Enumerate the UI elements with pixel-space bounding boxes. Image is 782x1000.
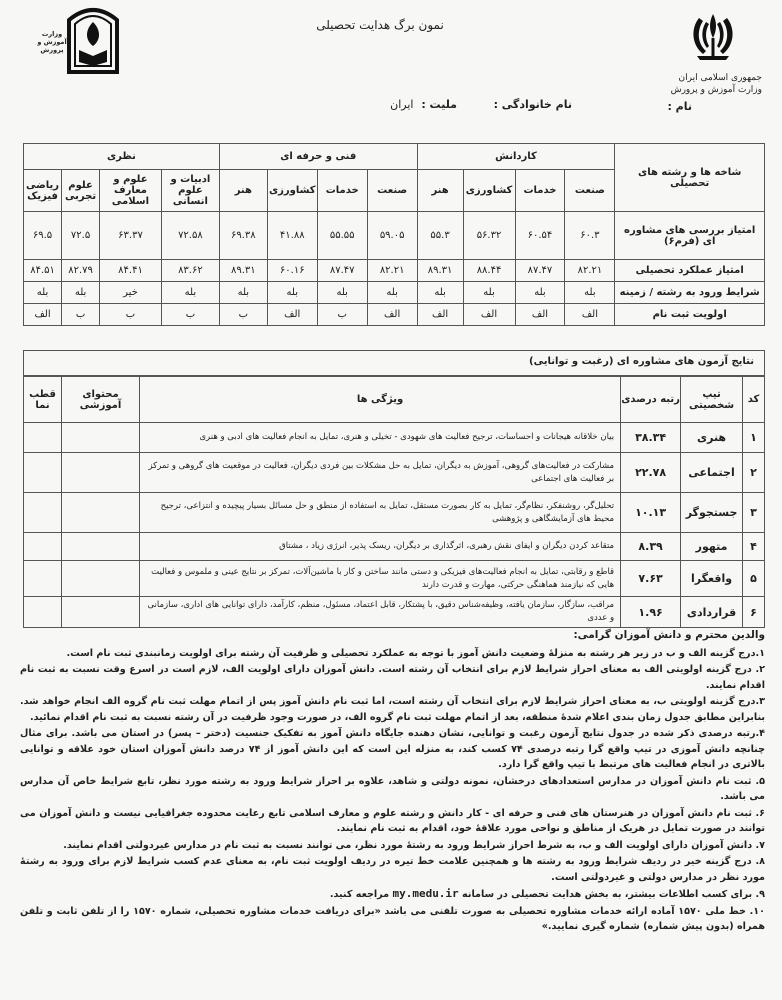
- score-cell: ۸۹.۳۱: [219, 260, 267, 282]
- note-item: ۲. درج گزینه اولویتی الف به معنای احراز شرایط لازم برای انتخاب آن رشته است. دانش آموزان دارای اولویت الف، لازم است در اسرع وقت نسبت به ثبت نام اقدام نمایند.: [20, 664, 765, 691]
- score-cell: ۸۲.۲۱: [565, 260, 615, 282]
- traits-cell: مشارکت در فعالیت‌های گروهی، آموزش به دیگران، تمایل به حل مشکلات بین فردی دیگران، فعالیت در موقعیت های گروهی و تمرکز بر فعالیت های اجتماعی: [139, 453, 620, 493]
- notes-intro: والدین محترم و دانش آموزان گرامی:: [573, 629, 765, 641]
- note-item: ۱.درج گزینه الف و ب در زیر هر رشته به منزلهٔ وضعیت دانش آموز با توجه به عملکرد تحصیلی و ظرفیت آن رشته برای اولویت زمانبندی ثبت نام است.: [66, 647, 765, 659]
- priority-cell: الف: [24, 304, 62, 326]
- content-cell: [62, 423, 140, 453]
- table-row: [24, 260, 765, 282]
- pole-cell: [24, 597, 62, 628]
- score-cell: ۶۰.۱۶: [267, 260, 317, 282]
- field-header: کشاورزی: [267, 170, 317, 212]
- table-row: [24, 597, 765, 628]
- field-header: علوم و معارف اسلامی: [100, 170, 162, 212]
- content-cell: [62, 561, 140, 597]
- notes-section: [20, 628, 765, 936]
- scores-table: [23, 143, 765, 326]
- medu-site-link[interactable]: my.medu.ir: [392, 887, 459, 900]
- row-label: امتیاز بررسی های مشاوره ای (فرم۶): [615, 212, 765, 260]
- table-row: [24, 493, 765, 533]
- traits-cell: تحلیل‌گر، روشنفکر، نظام‌گر، تمایل به کار بصورت مستقل، تمایل به استفاده از منطق و حل مسائل بسیار پیچیده و انتزاعی، ترجیح محیط های آزمایشگاهی و پژوهشی: [139, 493, 620, 533]
- rank-cell: ۱۰.۱۳: [621, 493, 681, 533]
- note-item: ۵. ثبت نام دانش آموزان در مدارس استعدادهای درخشان، نمونه دولتی و شاهد، علاوه بر احراز شرایط ورود به رشته مورد نظر، تابع شرایط خاص آن مدارس می باشد.: [20, 775, 765, 802]
- score-cell: ۸۲.۲۱: [367, 260, 417, 282]
- field-header: کشاورزی: [463, 170, 515, 212]
- name-label: نام :: [667, 100, 692, 113]
- table-row: [24, 212, 765, 260]
- row-label: امتیاز عملکرد تحصیلی: [615, 260, 765, 282]
- score-cell: ۴۱.۸۸: [267, 212, 317, 260]
- condition-cell: بله: [417, 282, 463, 304]
- rank-cell: ۲۲.۷۸: [621, 453, 681, 493]
- type-cell: جستجوگر: [681, 493, 743, 533]
- group-header: فنی و حرفه ای: [219, 144, 417, 170]
- note-item: ۸. درج گزینه خیر در ردیف شرایط ورود به رشته ها و همچنین علامت خط تیره در ردیف اولویت ثبت نام، به معنای عدم کسب شرایط لازم برای ورود به رشتهٔ مورد نظر در مدارس دولتی و غیردولتی است.: [20, 856, 765, 883]
- score-cell: ۸۷.۴۷: [515, 260, 565, 282]
- priority-cell: ب: [219, 304, 267, 326]
- pole-cell: [24, 493, 62, 533]
- condition-cell: بله: [317, 282, 367, 304]
- corner-header: شاخه ها و رشته های تحصیلی: [615, 144, 765, 212]
- nationality-label: ملیت :: [421, 98, 457, 111]
- priority-cell: الف: [515, 304, 565, 326]
- col-rank: رتبه درصدی: [621, 377, 681, 423]
- field-header: ریاضی فیزیک: [24, 170, 62, 212]
- type-cell: قراردادی: [681, 597, 743, 628]
- priority-cell: الف: [417, 304, 463, 326]
- score-cell: ۵۵.۳: [417, 212, 463, 260]
- col-type: تیپ شخصیتی: [681, 377, 743, 423]
- code-cell: ۴: [743, 533, 765, 561]
- group-header: نظری: [24, 144, 220, 170]
- score-cell: ۵۵.۵۵: [317, 212, 367, 260]
- logo-text: وزارت آموزش و پرورش: [37, 30, 67, 54]
- field-header: ادبیات و علوم انسانی: [161, 170, 219, 212]
- type-cell: متهور: [681, 533, 743, 561]
- score-cell: ۸۲.۷۹: [62, 260, 100, 282]
- rank-cell: ۳۸.۳۴: [621, 423, 681, 453]
- priority-cell: ب: [317, 304, 367, 326]
- score-cell: ۶۰.۳: [565, 212, 615, 260]
- field-header: هنر: [417, 170, 463, 212]
- book-shield-logo-icon: [65, 6, 121, 76]
- priority-cell: الف: [463, 304, 515, 326]
- note-item: ۳.درج گزینه اولویتی ب، به معنای احراز شرایط لازم برای انتخاب آن رشته است، اما ثبت نام دانش آموز پس از اتمام مهلت ثبت نام گروه الف انجام خواهد شد. بنابراین مطابق جدول زمان بندی اعلام شدهٔ منطقه، بعد از اتمام مهلت ثبت نام گروه الف، در صورت وجود ظرفیت در آن رشته نسبت به ثبت نام اقدام نمائید.: [20, 696, 765, 723]
- col-traits: ویژگی ها: [139, 377, 620, 423]
- traits-cell: مراقب، سازگار، سازمان یافته، وظیفه‌شناس دقیق، با پشتکار، قابل اعتماد، مسئول، منظم، کارآمد، دارای توانایی های اداری، سازمانی و عددی: [139, 597, 620, 628]
- field-header: صنعت: [367, 170, 417, 212]
- condition-cell: بله: [219, 282, 267, 304]
- score-cell: ۵۹.۰۵: [367, 212, 417, 260]
- family-label: نام خانوادگی :: [493, 98, 572, 111]
- score-cell: ۸۳.۶۲: [161, 260, 219, 282]
- condition-cell: خیر: [100, 282, 162, 304]
- condition-cell: بله: [161, 282, 219, 304]
- content-cell: [62, 493, 140, 533]
- score-cell: ۸۹.۳۱: [417, 260, 463, 282]
- rank-cell: ۱.۹۶: [621, 597, 681, 628]
- priority-cell: ب: [161, 304, 219, 326]
- traits-cell: بیان خلاقانه هیجانات و احساسات، ترجیح فعالیت های شهودی - تخیلی و هنری، تمایل به انجام فعالیت های ادبی و هنری: [139, 423, 620, 453]
- table-row: [24, 561, 765, 597]
- condition-cell: بله: [367, 282, 417, 304]
- form-title: نمون برگ هدایت تحصیلی: [316, 18, 444, 32]
- nationality-value: ایران: [390, 98, 414, 111]
- code-cell: ۱: [743, 423, 765, 453]
- code-cell: ۶: [743, 597, 765, 628]
- condition-cell: بله: [267, 282, 317, 304]
- table-row: [24, 304, 765, 326]
- test-table-title: نتایج آزمون های مشاوره ای (رغبت و توانایی): [23, 350, 765, 376]
- field-header: صنعت: [565, 170, 615, 212]
- condition-cell: بله: [565, 282, 615, 304]
- pole-cell: [24, 561, 62, 597]
- priority-cell: ب: [100, 304, 162, 326]
- row-label: اولویت ثبت نام: [615, 304, 765, 326]
- col-code: کد: [743, 377, 765, 423]
- score-cell: ۸۷.۴۷: [317, 260, 367, 282]
- priority-cell: ب: [62, 304, 100, 326]
- traits-cell: متقاعد کردن دیگران و ایفای نقش رهبری، اثرگذاری بر دیگران، ریسک پذیر، انرژی زیاد ، مشتاق: [139, 533, 620, 561]
- table-row: [24, 453, 765, 493]
- note-9-text: ۹. برای کسب اطلاعات بیشتر، به بخش هدایت تحصیلی در سامانه: [462, 889, 765, 900]
- ministry-logo: [35, 6, 125, 78]
- type-cell: هنری: [681, 423, 743, 453]
- col-pole: قطب نما: [24, 377, 62, 423]
- iran-emblem-icon: [679, 8, 747, 66]
- condition-cell: بله: [24, 282, 62, 304]
- col-content: محتوای آموزشی: [62, 377, 140, 423]
- row-label: شرایط ورود به رشته / زمینه: [615, 282, 765, 304]
- note-item: ۱۰. خط ملی ۱۵۷۰ آماده ارائه خدمات مشاوره تحصیلی به صورت تلفنی می باشد «برای دریافت خدمات مشاوره تحصیلی، شماره ۱۵۷۰ را از تلفن ثابت و تلفن همراه (بدون پیش شماره) شماره گیری نمایید.»: [20, 905, 766, 932]
- pole-cell: [24, 533, 62, 561]
- field-header: خدمات: [317, 170, 367, 212]
- table-row: [24, 533, 765, 561]
- code-cell: ۲: [743, 453, 765, 493]
- note-item: ۴.رتبه درصدی ذکر شده در جدول نتایج آزمون رغبت و توانایی، نشان دهنده جایگاه دانش آموز به تفکیک جنسیت (دختر – پسر) در استان می باشد. برای مثال چنانچه دانش آموزی در تیپ واقع گرا رتبه درصدی ۷۴ کسب کند، به منزله این است که این دانش آموز از ۷۴ درصد دانش آموزان استان خود علاقه و توانایی بالاتری در انجام فعالیت های مرتبط با تیپ واقع گرا دارد.: [20, 728, 766, 770]
- score-cell: ۸۸.۴۴: [463, 260, 515, 282]
- score-cell: ۸۴.۴۱: [100, 260, 162, 282]
- form-header: [0, 0, 782, 140]
- group-header: کاردانش: [417, 144, 615, 170]
- nationality-field: [390, 98, 457, 111]
- score-cell: ۸۴.۵۱: [24, 260, 62, 282]
- traits-cell: قاطع و رقابتی، تمایل به انجام فعالیت‌های فیزیکی و دستی مانند ساختن و کار با ماشین‌آلات، تمرکز بر نتایج عینی و ملموس و فعالیت هایی که نیازمند هماهنگی حرکتی، مهارت و قدرت دارند: [139, 561, 620, 597]
- type-cell: واقعگرا: [681, 561, 743, 597]
- pole-cell: [24, 453, 62, 493]
- condition-cell: بله: [463, 282, 515, 304]
- score-cell: ۶۰.۵۴: [515, 212, 565, 260]
- note-item: ۶. ثبت نام دانش آموزان در هنرستان های فنی و حرفه ای - کار دانش و رشته علوم و معارف اسلامی تابع رعایت محدوده جغرافیایی نیست و دانش آموزان می توانند در صورت تمایل در هریک از مناطق و نواحی مورد علاقهٔ خود، اقدام به ثبت نام نمایند.: [20, 807, 765, 834]
- note-9-suffix: مراجعه کنید.: [329, 889, 390, 900]
- score-cell: ۶۳.۳۷: [100, 212, 162, 260]
- score-cell: ۶۹.۵: [24, 212, 62, 260]
- field-header: خدمات: [515, 170, 565, 212]
- content-cell: [62, 597, 140, 628]
- score-cell: ۵۶.۳۲: [463, 212, 515, 260]
- note-item: ۷. دانش آموزان دارای اولویت الف و ب، به شرط احراز شرایط ورود به رشتهٔ مورد نظر، می توانند نسبت به ثبت نام در مدارس غیردولتی اقدام نمایند.: [63, 839, 765, 851]
- note-item: [20, 886, 765, 903]
- test-results-table: [23, 376, 765, 628]
- score-cell: ۶۹.۳۸: [219, 212, 267, 260]
- score-cell: ۷۲.۵۸: [161, 212, 219, 260]
- rank-cell: ۸.۳۹: [621, 533, 681, 561]
- priority-cell: الف: [367, 304, 417, 326]
- rank-cell: ۷.۶۳: [621, 561, 681, 597]
- score-cell: ۷۲.۵: [62, 212, 100, 260]
- priority-cell: الف: [565, 304, 615, 326]
- condition-cell: بله: [62, 282, 100, 304]
- field-header: هنر: [219, 170, 267, 212]
- code-cell: ۳: [743, 493, 765, 533]
- table-row: [24, 282, 765, 304]
- field-header: علوم تجربی: [62, 170, 100, 212]
- table-row: [24, 423, 765, 453]
- type-cell: اجتماعی: [681, 453, 743, 493]
- content-cell: [62, 453, 140, 493]
- priority-cell: الف: [267, 304, 317, 326]
- condition-cell: بله: [515, 282, 565, 304]
- code-cell: ۵: [743, 561, 765, 597]
- content-cell: [62, 533, 140, 561]
- pole-cell: [24, 423, 62, 453]
- ministry-title: جمهوری اسلامی ایران وزارت آموزش و پرورش: [670, 73, 762, 95]
